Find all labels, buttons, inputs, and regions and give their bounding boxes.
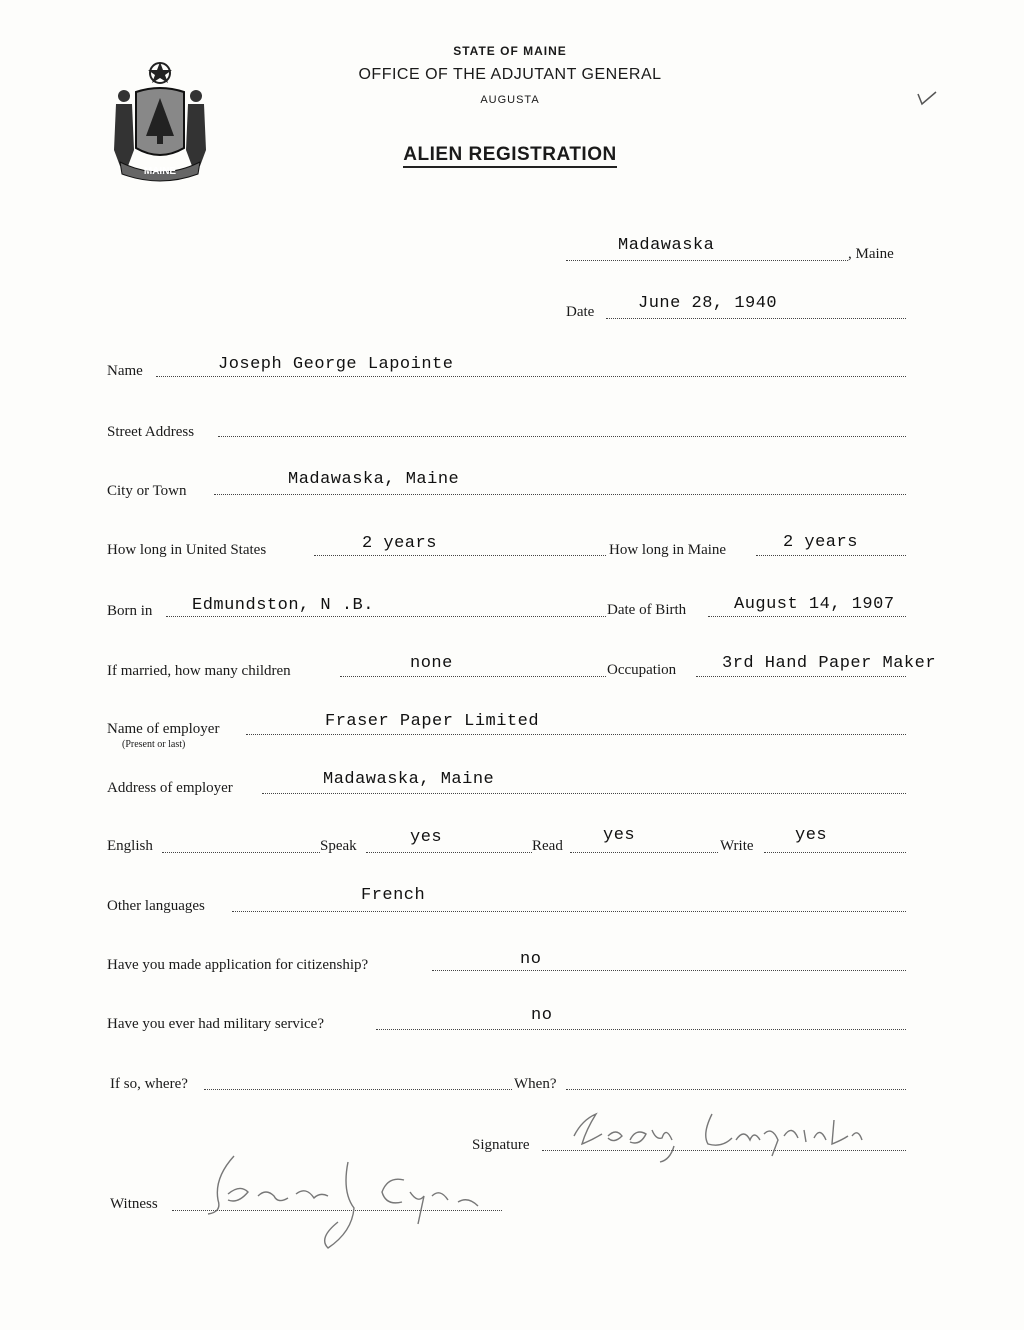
children-line (340, 676, 606, 677)
citizenship-label: Have you made application for citizenship? (107, 957, 369, 973)
employer-address-value[interactable]: Madawaska, Maine (323, 770, 495, 789)
date-value[interactable]: June 28, 1940 (638, 294, 778, 313)
place-suffix: , Maine (848, 246, 894, 262)
military-line (376, 1029, 906, 1030)
employer-line (246, 734, 906, 735)
name-line (156, 376, 906, 377)
employer-label: Name of employer (107, 721, 220, 737)
english-line (162, 852, 320, 853)
maine-duration-line (756, 555, 906, 556)
name-value[interactable]: Joseph George Lapointe (218, 355, 454, 374)
speak-label: Speak (320, 838, 357, 854)
other-languages-line (232, 911, 906, 912)
check-mark-icon (912, 84, 942, 110)
born-in-line (166, 616, 606, 617)
date-line (606, 318, 906, 319)
place-value[interactable]: Madawaska (618, 236, 715, 255)
children-label: If married, how many children (107, 663, 291, 679)
speak-line (366, 852, 532, 853)
citizenship-line (432, 970, 906, 971)
state-heading: STATE OF MAINE (453, 44, 567, 58)
name-label: Name (107, 363, 143, 379)
other-languages-label: Other languages (107, 898, 205, 914)
office-heading: OFFICE OF THE ADJUTANT GENERAL (358, 66, 662, 83)
us-duration-label: How long in United States (107, 542, 267, 558)
form-title: ALIEN REGISTRATION (300, 144, 720, 166)
applicant-signature (552, 1100, 872, 1164)
signature-label: Signature (472, 1137, 530, 1153)
read-value[interactable]: yes (603, 826, 636, 845)
occupation-line (696, 676, 906, 677)
maine-duration-value[interactable]: 2 years (783, 533, 858, 552)
write-line (764, 852, 906, 853)
us-duration-value[interactable]: 2 years (362, 534, 437, 553)
write-value[interactable]: yes (795, 826, 828, 845)
children-value[interactable]: none (410, 654, 453, 673)
occupation-label: Occupation (607, 662, 677, 678)
occupation-value[interactable]: 3rd Hand Paper Maker (722, 654, 937, 673)
witness-signature (178, 1148, 508, 1258)
svg-text:MAINE: MAINE (143, 166, 177, 177)
employer-address-line (262, 793, 906, 794)
citizenship-value[interactable]: no (520, 950, 542, 969)
employer-address-label: Address of employer (107, 780, 233, 796)
read-line (570, 852, 718, 853)
witness-label: Witness (110, 1196, 158, 1212)
other-languages-value[interactable]: French (361, 886, 426, 905)
write-label: Write (720, 838, 754, 854)
maine-duration-label: How long in Maine (609, 542, 727, 558)
read-label: Read (532, 838, 563, 854)
city-value[interactable]: Madawaska, Maine (288, 470, 460, 489)
born-in-value[interactable]: Edmundston, N .B. (192, 596, 374, 615)
date-label: Date (566, 304, 595, 320)
employer-value[interactable]: Fraser Paper Limited (325, 712, 540, 731)
us-duration-line (314, 555, 606, 556)
where-label: If so, where? (110, 1076, 188, 1092)
city-heading: AUGUSTA (480, 94, 540, 106)
when-label: When? (514, 1076, 557, 1092)
military-label: Have you ever had military service? (107, 1016, 324, 1032)
employer-sublabel: (Present or last) (122, 739, 186, 750)
maine-state-seal (106, 58, 214, 182)
city-label: City or Town (107, 483, 187, 499)
city-line (214, 494, 906, 495)
english-label: English (107, 838, 153, 854)
dob-label: Date of Birth (607, 602, 687, 618)
born-in-label: Born in (107, 603, 153, 619)
street-label: Street Address (107, 424, 195, 440)
military-value[interactable]: no (531, 1006, 553, 1025)
speak-value[interactable]: yes (410, 828, 443, 847)
where-line (204, 1089, 512, 1090)
street-line (218, 436, 906, 437)
place-line (566, 260, 848, 261)
dob-value[interactable]: August 14, 1907 (734, 595, 895, 614)
dob-line (708, 616, 906, 617)
when-line (566, 1089, 906, 1090)
